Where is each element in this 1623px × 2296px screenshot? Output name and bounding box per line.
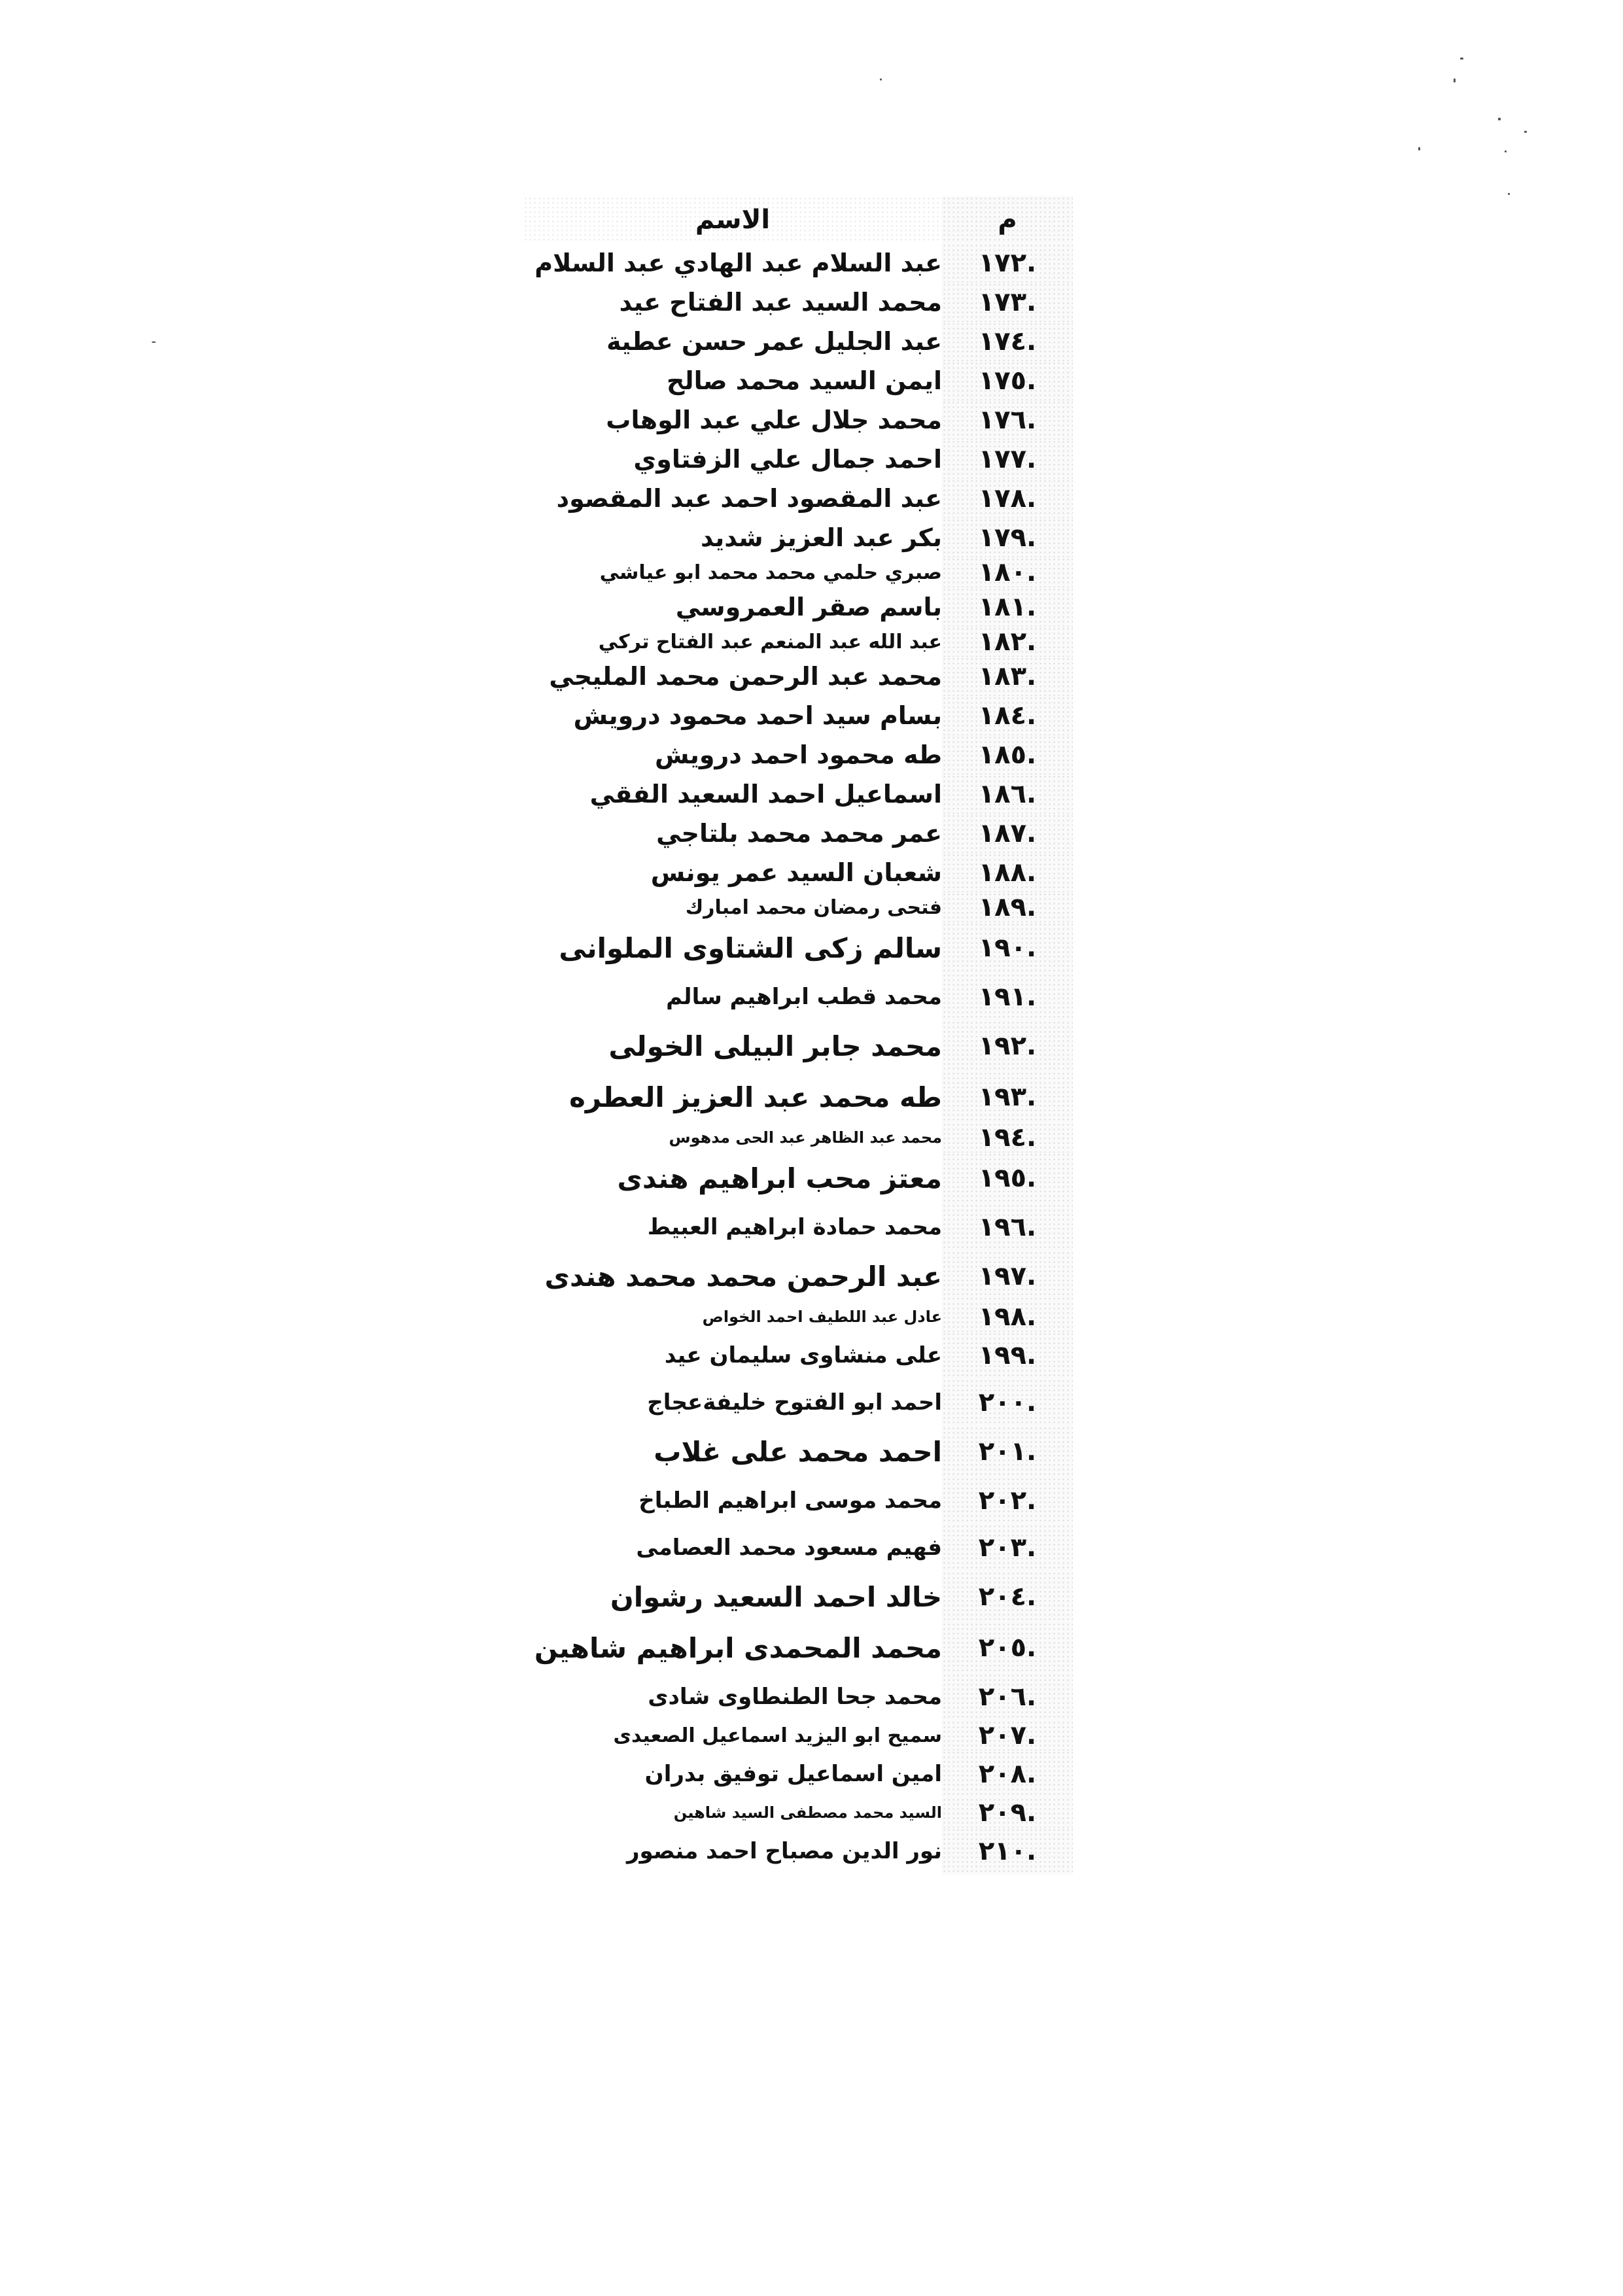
- row-number: [942, 814, 1073, 853]
- row-number: [942, 1302, 1073, 1332]
- row-number: [942, 1379, 1073, 1426]
- row-name-text: احمد جمال علي الزفتاوي: [633, 445, 942, 474]
- row-name-text: طه محمود احمد درويش: [654, 740, 942, 769]
- row-name: [523, 973, 942, 1020]
- row-number-text: .٢٠٨: [978, 1759, 1037, 1789]
- row-name: [523, 892, 942, 922]
- table-row: [523, 1750, 1073, 1798]
- table-body: [523, 243, 1073, 1875]
- row-number: [942, 1828, 1073, 1875]
- row-number: [942, 1332, 1073, 1379]
- row-number-text: .١٩٧: [978, 1261, 1037, 1291]
- row-number-text: .١٩٥: [978, 1163, 1037, 1193]
- row-number: [942, 1251, 1073, 1302]
- table-row: [523, 1122, 1073, 1153]
- table-row: [523, 518, 1073, 557]
- scan-speck: [1418, 147, 1420, 150]
- table-row: [523, 1426, 1073, 1477]
- row-name-text: احمد محمد على غلاب: [654, 1435, 942, 1468]
- row-number-text: .١٩٢: [978, 1031, 1037, 1061]
- row-number: [942, 774, 1073, 814]
- row-number-text: .١٨٩: [978, 892, 1037, 922]
- row-name-text: محمد حمادة ابراهيم العبيط: [647, 1214, 942, 1240]
- row-number-text: .٢٠٧: [978, 1720, 1037, 1750]
- row-number-text: .١٨٥: [978, 740, 1037, 770]
- row-number: [942, 479, 1073, 518]
- scan-speck: [1460, 58, 1463, 60]
- row-number-text: .١٧٢: [978, 248, 1037, 278]
- table-row: [523, 1673, 1073, 1720]
- row-name-text: عبد الرحمن محمد محمد هندى: [544, 1260, 942, 1293]
- row-number: [942, 973, 1073, 1020]
- row-number-text: .١٩٨: [978, 1302, 1037, 1332]
- row-number: [942, 735, 1073, 774]
- row-name-text: فتحى رمضان محمد امبارك: [685, 896, 942, 919]
- row-name-text: عبد المقصود احمد عبد المقصود: [556, 484, 942, 513]
- row-name-text: سميح ابو اليزيد اسماعيل الصعيدى: [613, 1724, 942, 1747]
- row-name-text: ايمن السيد محمد صالح: [666, 366, 942, 395]
- scan-speck: [1498, 118, 1501, 120]
- row-number: [942, 1571, 1073, 1622]
- row-name: [523, 1071, 942, 1122]
- row-name: [523, 518, 942, 557]
- row-number-text: .٢٠٢: [978, 1486, 1037, 1516]
- row-number-text: .١٩٦: [978, 1212, 1037, 1242]
- row-number-text: .٢٠٠: [978, 1387, 1037, 1418]
- row-name: [523, 1426, 942, 1477]
- row-name: [523, 814, 942, 853]
- row-number-text: .١٩٠: [978, 933, 1037, 963]
- table-row: [523, 1071, 1073, 1122]
- row-number-text: .١٨٤: [978, 701, 1037, 731]
- row-number-text: .١٧٧: [978, 444, 1037, 474]
- row-name: [523, 587, 942, 627]
- row-name: [523, 440, 942, 479]
- table-row: [523, 440, 1073, 479]
- row-number-text: .١٨٨: [978, 858, 1037, 888]
- row-name: [523, 1122, 942, 1153]
- table-row: [523, 973, 1073, 1020]
- row-number: [942, 892, 1073, 922]
- table-row: [523, 1379, 1073, 1426]
- names-table: [523, 196, 1073, 1875]
- row-number: [942, 627, 1073, 657]
- row-name: [523, 1302, 942, 1332]
- row-number-text: .١٨٧: [978, 818, 1037, 848]
- row-number: [942, 1153, 1073, 1204]
- row-name-text: بسام سيد احمد محمود درويش: [573, 701, 942, 730]
- table-row: [523, 283, 1073, 322]
- row-name-text: عمر محمد محمد بلتاجي: [656, 819, 942, 848]
- row-name-text: اسماعيل احمد السعيد الفقي: [589, 780, 942, 809]
- row-name: [523, 322, 942, 361]
- row-name-text: محمد جابر البيلى الخولى: [608, 1030, 942, 1062]
- scan-speck: [152, 341, 156, 343]
- table-row: [523, 400, 1073, 440]
- row-number-text: .١٨٠: [978, 557, 1037, 587]
- row-number: [942, 696, 1073, 735]
- row-name-text: محمد موسى ابراهيم الطباخ: [638, 1487, 942, 1514]
- row-number-text: .١٩٩: [978, 1340, 1037, 1370]
- row-name-text: محمد المحمدى ابراهيم شاهين: [534, 1631, 942, 1664]
- row-number: [942, 243, 1073, 283]
- table-row: [523, 479, 1073, 518]
- table-row: [523, 1204, 1073, 1251]
- row-name-text: محمد عبد الرحمن محمد المليجي: [549, 662, 942, 691]
- row-number: [942, 1750, 1073, 1798]
- table-header-row: [523, 196, 1073, 243]
- row-name: [523, 1332, 942, 1379]
- row-name: [523, 1571, 942, 1622]
- row-number: [942, 1426, 1073, 1477]
- row-number-text: .٢١٠: [978, 1836, 1037, 1866]
- row-name: [523, 1477, 942, 1524]
- row-name-text: فهيم مسعود محمد العصامى: [636, 1535, 942, 1561]
- row-name: [523, 1673, 942, 1720]
- table-row: [523, 657, 1073, 696]
- table-row: [523, 587, 1073, 627]
- row-name: [523, 657, 942, 696]
- table-row: [523, 1477, 1073, 1524]
- row-number-text: .١٨١: [978, 592, 1037, 622]
- row-number-text: .٢٠٣: [978, 1533, 1037, 1563]
- row-number: [942, 1798, 1073, 1828]
- row-number: [942, 1477, 1073, 1524]
- row-name: [523, 922, 942, 973]
- row-number: [942, 557, 1073, 587]
- table-row: [523, 1720, 1073, 1750]
- row-number-text: .٢٠١: [978, 1436, 1037, 1467]
- table-row: [523, 774, 1073, 814]
- table-row: [523, 1251, 1073, 1302]
- row-number: [942, 657, 1073, 696]
- row-name: [523, 735, 942, 774]
- row-number: [942, 853, 1073, 892]
- row-number: [942, 440, 1073, 479]
- table-row: [523, 922, 1073, 973]
- row-number: [942, 400, 1073, 440]
- row-name: [523, 283, 942, 322]
- row-number-text: .١٩٣: [978, 1082, 1037, 1112]
- row-name: [523, 400, 942, 440]
- scan-speck: [1524, 131, 1527, 133]
- row-name: [523, 1798, 942, 1828]
- row-name: [523, 1020, 942, 1071]
- row-number: [942, 1020, 1073, 1071]
- row-number-text: .١٩١: [978, 982, 1037, 1012]
- row-name-text: محمد قطب ابراهيم سالم: [666, 984, 942, 1010]
- table-row: [523, 696, 1073, 735]
- row-name: [523, 1750, 942, 1798]
- table-row: [523, 361, 1073, 400]
- row-number-text: .١٧٦: [978, 405, 1037, 435]
- table-row: [523, 322, 1073, 361]
- row-name: [523, 853, 942, 892]
- row-number-text: .١٧٤: [978, 326, 1037, 357]
- table-row: [523, 1828, 1073, 1875]
- header-number: م: [942, 196, 1073, 243]
- row-name-text: صبري حلمي محمد محمد ابو عياشي: [599, 561, 942, 584]
- row-number-text: .١٧٥: [978, 366, 1037, 396]
- row-number-text: .١٨٣: [978, 661, 1037, 691]
- row-name-text: باسم صقر العمروسي: [675, 593, 942, 621]
- scan-speck: [880, 78, 882, 80]
- row-number: [942, 1673, 1073, 1720]
- row-name: [523, 1251, 942, 1302]
- row-number: [942, 322, 1073, 361]
- table-row: [523, 1571, 1073, 1622]
- row-name: [523, 1153, 942, 1204]
- row-name: [523, 1828, 942, 1875]
- row-name: [523, 479, 942, 518]
- table-row: [523, 243, 1073, 283]
- row-number-text: .١٧٨: [978, 483, 1037, 513]
- row-name-text: محمد عبد الظاهر عبد الحى مدهوس: [669, 1128, 942, 1147]
- row-number-text: .٢٠٦: [978, 1682, 1037, 1712]
- row-name: [523, 774, 942, 814]
- row-name: [523, 1622, 942, 1673]
- row-name-text: عبد الله عبد المنعم عبد الفتاح تركي: [598, 630, 942, 653]
- row-number: [942, 1622, 1073, 1673]
- row-number: [942, 1122, 1073, 1153]
- row-number-text: .١٨٢: [978, 627, 1037, 657]
- row-number-text: .٢٠٤: [978, 1582, 1037, 1612]
- row-number: [942, 1524, 1073, 1571]
- row-name: [523, 361, 942, 400]
- row-number: [942, 587, 1073, 627]
- row-name: [523, 1204, 942, 1251]
- scan-speck: [1454, 78, 1456, 82]
- row-name: [523, 243, 942, 283]
- scan-speck: [1508, 193, 1510, 195]
- table-row: [523, 1622, 1073, 1673]
- table-row: [523, 853, 1073, 892]
- row-number-text: .١٨٦: [978, 779, 1037, 809]
- row-name: [523, 557, 942, 587]
- table-row: [523, 1798, 1073, 1828]
- row-name-text: عادل عبد اللطيف احمد الخواص: [702, 1308, 942, 1326]
- table-row: [523, 557, 1073, 587]
- row-number: [942, 1204, 1073, 1251]
- row-name: [523, 1524, 942, 1571]
- table-row: [523, 892, 1073, 922]
- row-number-text: .١٧٣: [978, 287, 1037, 317]
- row-name-text: على منشاوى سليمان عيد: [664, 1342, 942, 1368]
- row-number-text: .٢٠٥: [978, 1633, 1037, 1663]
- row-name-text: طه محمد عبد العزيز العطره: [569, 1081, 942, 1113]
- row-name-text: معتز محب ابراهيم هندى: [617, 1162, 942, 1194]
- table-row: [523, 1020, 1073, 1071]
- row-name-text: احمد ابو الفتوح خليفةعجاج: [647, 1389, 942, 1416]
- table-row: [523, 627, 1073, 657]
- table-row: [523, 814, 1073, 853]
- row-number-text: .٢٠٩: [978, 1798, 1037, 1828]
- row-name-text: بكر عبد العزيز شديد: [701, 523, 942, 552]
- row-name: [523, 696, 942, 735]
- table-row: [523, 735, 1073, 774]
- row-name-text: عبد السلام عبد الهادي عبد السلام: [534, 249, 942, 277]
- row-name-text: شعبان السيد عمر يونس: [650, 858, 942, 887]
- scan-speck: [1505, 150, 1507, 152]
- table-row: [523, 1524, 1073, 1571]
- row-number: [942, 361, 1073, 400]
- row-name: [523, 1720, 942, 1750]
- row-name-text: عبد الجليل عمر حسن عطية: [606, 327, 942, 356]
- row-name-text: نور الدين مصباح احمد منصور: [626, 1838, 942, 1864]
- row-number: [942, 1071, 1073, 1122]
- table-row: [523, 1332, 1073, 1379]
- row-number: [942, 283, 1073, 322]
- row-number-text: .١٩٤: [978, 1122, 1037, 1153]
- row-name-text: محمد جحا الطنطاوى شادى: [648, 1684, 942, 1710]
- row-name: [523, 1379, 942, 1426]
- header-name: الاسم: [523, 196, 942, 243]
- row-number: [942, 922, 1073, 973]
- row-name-text: محمد السيد عبد الفتاح عيد: [619, 288, 942, 317]
- row-name-text: امين اسماعيل توفيق بدران: [644, 1761, 942, 1787]
- row-name-text: محمد جلال علي عبد الوهاب: [606, 406, 942, 434]
- row-name: [523, 627, 942, 657]
- row-name-text: سالم زكى الشتاوى الملوانى: [559, 931, 942, 964]
- row-number: [942, 518, 1073, 557]
- row-number-text: .١٧٩: [978, 523, 1037, 553]
- row-number: [942, 1720, 1073, 1750]
- table-row: [523, 1153, 1073, 1204]
- row-name-text: خالد احمد السعيد رشوان: [610, 1580, 942, 1613]
- row-name-text: السيد محمد مصطفى السيد شاهين: [673, 1803, 942, 1822]
- table-row: [523, 1302, 1073, 1332]
